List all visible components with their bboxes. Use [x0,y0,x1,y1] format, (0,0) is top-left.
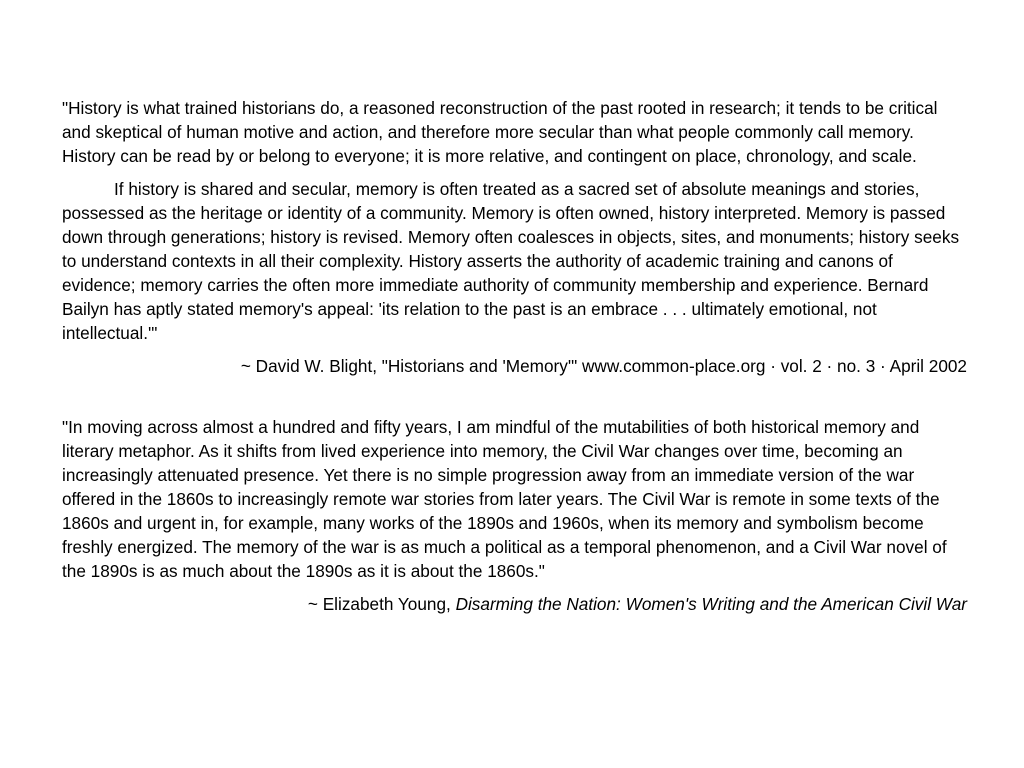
quote-blight [62,96,967,378]
young-attribution-author: ~ Elizabeth Young, [307,594,456,614]
slide-content [62,96,967,616]
young-paragraph-1: "In moving across almost a hundred and fifty years, I am mindful of the mutabilities of both historical memory and literary metaphor. As it shifts from lived experience into memory, the Civil War changes over time, becoming an increasingly attenuated presence. Yet there is no simple progression away from an immediate version of the war offered in the 1860s to increasingly remote war stories from later years. The Civil War is remote in some texts of the 1860s and urgent in, for example, many works of the 1890s and 1960s, when its memory and symbolism become freshly energized. The memory of the war is as much a political as a temporal phenomenon, and a Civil War novel of the 1890s is as much about the 1890s as it is about the 1860s." [62,417,947,581]
quote-separator [62,378,967,415]
blight-paragraph-1: "History is what trained historians do, a reasoned reconstruction of the past rooted in research; it tends to be critical and skeptical of human motive and action, and therefore more secular than what people commonly call memory. History can be read by or belong to everyone; it is more relative, and contingent on place, chronology, and scale. [62,98,938,166]
young-attribution [62,592,967,616]
quote-young [62,415,967,616]
blight-attribution: ~ David W. Blight, "Historians and 'Memory'" www.common-place.org · vol. 2 · no. 3 · April 2002 [240,356,967,376]
young-attribution-book-title: Disarming the Nation: Women's Writing and the American Civil War [455,594,967,614]
blight-paragraph-2: If history is shared and secular, memory is often treated as a sacred set of absolute meanings and stories, possessed as the heritage or identity of a community. Memory is often owned, history interpreted. Memory is passed down through generations; history is revised. Memory often coalesces in objects, sites, and monuments; history seeks to understand contexts in all their complexity. History asserts the authority of academic training and canons of evidence; memory carries the often more immediate authority of community membership and experience. Bernard Bailyn has aptly stated memory's appeal: 'its relation to the past is an embrace . . . ultimately emotional, not intellectual.'" [62,179,960,343]
